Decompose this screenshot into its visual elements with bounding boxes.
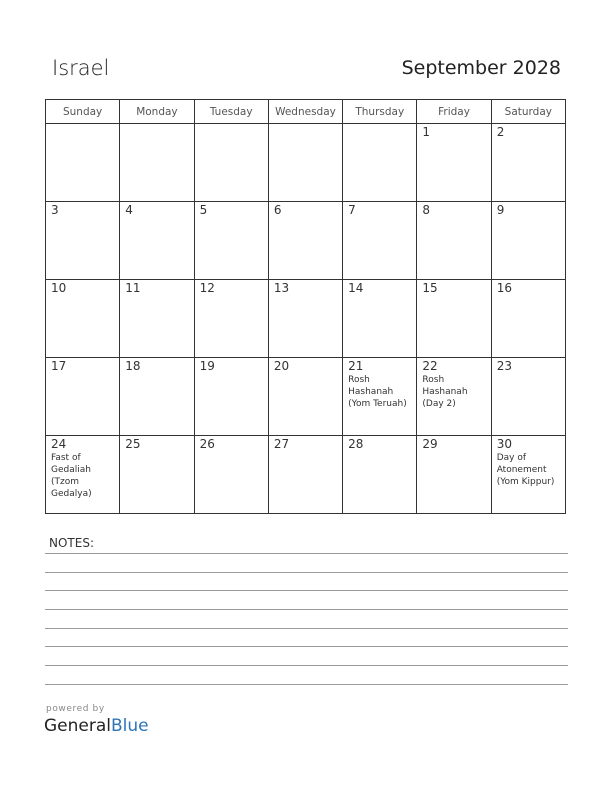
day-cell — [120, 358, 194, 436]
week-row — [46, 280, 566, 358]
notes-line — [45, 628, 568, 629]
day-number: 2 — [496, 125, 505, 139]
notes-line — [45, 665, 568, 666]
day-number: 7 — [348, 203, 356, 217]
brand-blue-text: Blue — [111, 716, 149, 736]
day-number: 27 — [273, 437, 290, 451]
notes-line — [45, 646, 568, 647]
day-number: 4 — [125, 203, 133, 217]
day-number: 24 — [51, 437, 67, 451]
notes-line — [45, 572, 568, 573]
notes-label: NOTES: — [49, 536, 94, 550]
day-number: 8 — [422, 203, 431, 217]
brand-general-text: General — [44, 716, 111, 736]
week-row — [46, 436, 566, 514]
day-number: 9 — [496, 203, 505, 217]
day-number: 20 — [273, 359, 290, 373]
day-number: 5 — [199, 203, 208, 217]
day-cell — [343, 280, 417, 358]
holiday-label: Day of Atonement (Yom Kippur) — [496, 453, 555, 487]
holiday-label: Rosh Hashanah (Yom Teruah) — [348, 375, 407, 409]
day-cell — [194, 202, 268, 280]
day-cell — [268, 202, 342, 280]
day-cell — [491, 436, 565, 514]
powered-by-text: powered by — [46, 704, 105, 714]
day-number: 28 — [348, 437, 364, 451]
weekday-header: Tuesday — [194, 100, 268, 124]
day-cell — [491, 124, 565, 202]
day-cell — [343, 202, 417, 280]
day-cell — [417, 436, 491, 514]
day-cell — [491, 358, 565, 436]
day-number: 16 — [496, 281, 512, 295]
day-cell — [417, 358, 491, 436]
day-number: 15 — [422, 281, 438, 295]
day-number: 30 — [496, 437, 512, 451]
day-number: 1 — [422, 125, 431, 139]
day-cell — [268, 280, 342, 358]
day-cell — [417, 280, 491, 358]
day-cell — [194, 358, 268, 436]
day-cell — [120, 202, 194, 280]
day-number: 17 — [51, 359, 67, 373]
day-cell — [268, 358, 342, 436]
weekday-header-row — [46, 100, 566, 124]
country-title: Israel — [52, 56, 110, 80]
day-number: 10 — [51, 281, 67, 295]
day-number: 25 — [125, 437, 141, 451]
weekday-header: Friday — [417, 100, 491, 124]
week-row — [46, 202, 566, 280]
day-number: 12 — [199, 281, 215, 295]
day-number: 18 — [125, 359, 141, 373]
day-number: 11 — [125, 281, 141, 295]
notes-line — [45, 684, 568, 685]
day-cell — [194, 280, 268, 358]
day-number: 21 — [348, 359, 364, 373]
day-cell — [46, 124, 120, 202]
weekday-header: Wednesday — [268, 100, 342, 124]
day-number: 19 — [199, 359, 215, 373]
notes-line — [45, 609, 568, 610]
day-cell — [46, 358, 120, 436]
day-cell — [343, 124, 417, 202]
day-number: 13 — [273, 281, 290, 295]
day-cell — [343, 358, 417, 436]
day-cell — [194, 124, 268, 202]
day-cell — [417, 202, 491, 280]
day-number: 3 — [51, 203, 59, 217]
notes-line — [45, 590, 568, 591]
day-cell — [46, 280, 120, 358]
day-cell — [46, 436, 120, 514]
day-cell — [268, 436, 342, 514]
day-cell — [120, 436, 194, 514]
brand-logo — [44, 716, 149, 736]
day-cell — [491, 280, 565, 358]
notes-line — [45, 553, 568, 554]
day-cell — [194, 436, 268, 514]
weekday-header: Sunday — [46, 100, 120, 124]
week-row — [46, 124, 566, 202]
day-cell — [120, 280, 194, 358]
day-cell — [120, 124, 194, 202]
day-cell — [491, 202, 565, 280]
day-cell — [417, 124, 491, 202]
day-number: 22 — [422, 359, 438, 373]
holiday-label: Fast of Gedaliah (Tzom Gedalya) — [51, 453, 92, 499]
day-number: 29 — [422, 437, 438, 451]
day-cell — [268, 124, 342, 202]
day-number: 23 — [496, 359, 512, 373]
weekday-header: Saturday — [491, 100, 565, 124]
day-number: 6 — [273, 203, 282, 217]
holiday-label: Rosh Hashanah (Day 2) — [422, 375, 468, 409]
day-number: 26 — [199, 437, 215, 451]
day-cell — [46, 202, 120, 280]
day-cell — [343, 436, 417, 514]
month-year-title: September 2028 — [401, 57, 561, 79]
weekday-header: Thursday — [343, 100, 417, 124]
weekday-header: Monday — [120, 100, 194, 124]
calendar-grid — [45, 99, 566, 514]
week-row — [46, 358, 566, 436]
day-number: 14 — [348, 281, 364, 295]
